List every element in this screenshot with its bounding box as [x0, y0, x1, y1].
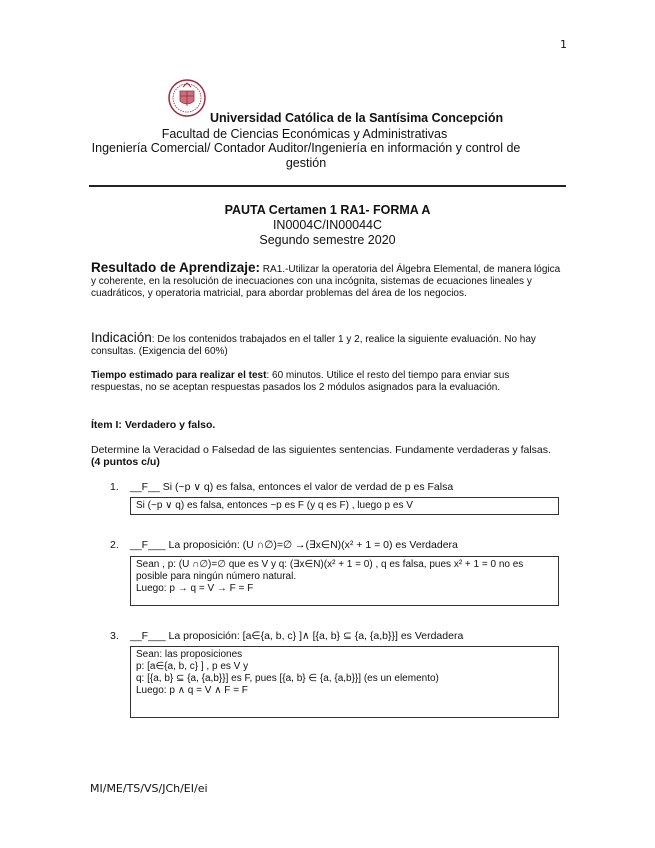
answer-box-3 — [130, 646, 559, 718]
question-3 — [110, 630, 463, 642]
indication-text: : De los contenidos trabajados en el taller 1 y 2, realice la siguiente evaluación. No hay consultas. (Exigencia del 60%) — [91, 334, 536, 357]
item1-instruction — [91, 444, 561, 468]
header-divider — [89, 185, 566, 187]
question-number: 1. — [110, 481, 119, 493]
course-codes: IN0004C/IN00044C — [272, 218, 383, 232]
indication — [91, 332, 561, 358]
answer-line: Sean , p: (U ∩∅)=∅ que es V y q: (∃x∈N)(x² + 1 = 0) , q es falsa, pues x² + 1 = 0 no es posible para ningún número natural. — [136, 559, 524, 582]
answer-line: Sean: las proposiciones — [136, 649, 243, 660]
exam-title: PAUTA Certamen 1 RA1- FORMA A — [224, 203, 431, 217]
answer-line: Luego: p ∧ q = V ∧ F = F — [136, 685, 248, 696]
time-text: : 60 minutos. Utilice el resto del tiempo para enviar sus respuestas, no se aceptan respuestas pasados los 2 módulos asignados para la evaluación. — [91, 370, 510, 393]
indication-label: Indicación — [91, 330, 152, 345]
answer-line: Si (~p ∨ q) es falsa, entonces ~p es F (y q es F) , luego p es V — [136, 500, 413, 511]
time-estimate — [91, 370, 561, 394]
question-2 — [110, 539, 458, 551]
item1-heading: Ítem I: Verdadero y falso. — [91, 419, 216, 431]
learning-outcome-label: Resultado de Aprendizaje: — [91, 260, 261, 275]
page-number: 1 — [560, 38, 567, 51]
answer-line: p: [a∈{a, b, c} ] , p es V y — [136, 661, 249, 672]
answer-line: q: [{a, b} ⊆ {a, {a,b}}] es F, pues [{a, b} ∈ {a, {a,b}}] (es un elemento) — [136, 673, 439, 684]
question-1 — [110, 481, 453, 493]
question-statement: __F__ Si (~p ∨ q) es falsa, entonces el valor de verdad de p es Falsa — [130, 481, 454, 493]
time-label: Tiempo estimado para realizar el test — [91, 370, 267, 381]
question-number: 3. — [110, 630, 119, 642]
item1-instruction-text: Determine la Veracidad o Falsedad de las siguientes sentencias. Fundamente verdaderas y falsas. — [91, 444, 551, 456]
semester: Segundo semestre 2020 — [259, 233, 396, 247]
question-statement: __F___ La proposición: [a∈{a, b, c} ]∧ [{a, b} ⊆ {a, {a,b}}] es Verdadera — [130, 630, 464, 642]
faculty-name: Facultad de Ciencias Económicas y Administrativas — [161, 127, 448, 141]
university-name: Universidad Católica de la Santísima Concepción — [210, 111, 504, 125]
career-names: Ingeniería Comercial/ Contador Auditor/Ingeniería en información y control de gestión — [91, 141, 521, 170]
question-number: 2. — [110, 539, 119, 551]
answer-box-1 — [130, 497, 559, 515]
learning-outcome-text: RA1.-Utilizar la operatoria del Álgebra Elemental, de manera lógica y coherente, en la resolución de inecuaciones con una incógnita, sistemas de ecuaciones lineales y cuadráticos, y operatoria matricial, para abordar problemas del área de los negocios. — [91, 264, 561, 299]
item1-points: (4 puntos c/u) — [91, 456, 160, 468]
answer-line: Luego: p → q = V → F = F — [136, 583, 254, 594]
answer-box-2 — [130, 556, 559, 606]
university-seal-icon — [166, 78, 208, 118]
footer-initials: MI/ME/TS/VS/JCh/EI/ei — [90, 782, 208, 795]
learning-outcome — [91, 262, 561, 300]
question-statement: __F___ La proposición: (U ∩∅)=∅ →(∃x∈N)(x² + 1 = 0) es Verdadera — [130, 539, 458, 551]
